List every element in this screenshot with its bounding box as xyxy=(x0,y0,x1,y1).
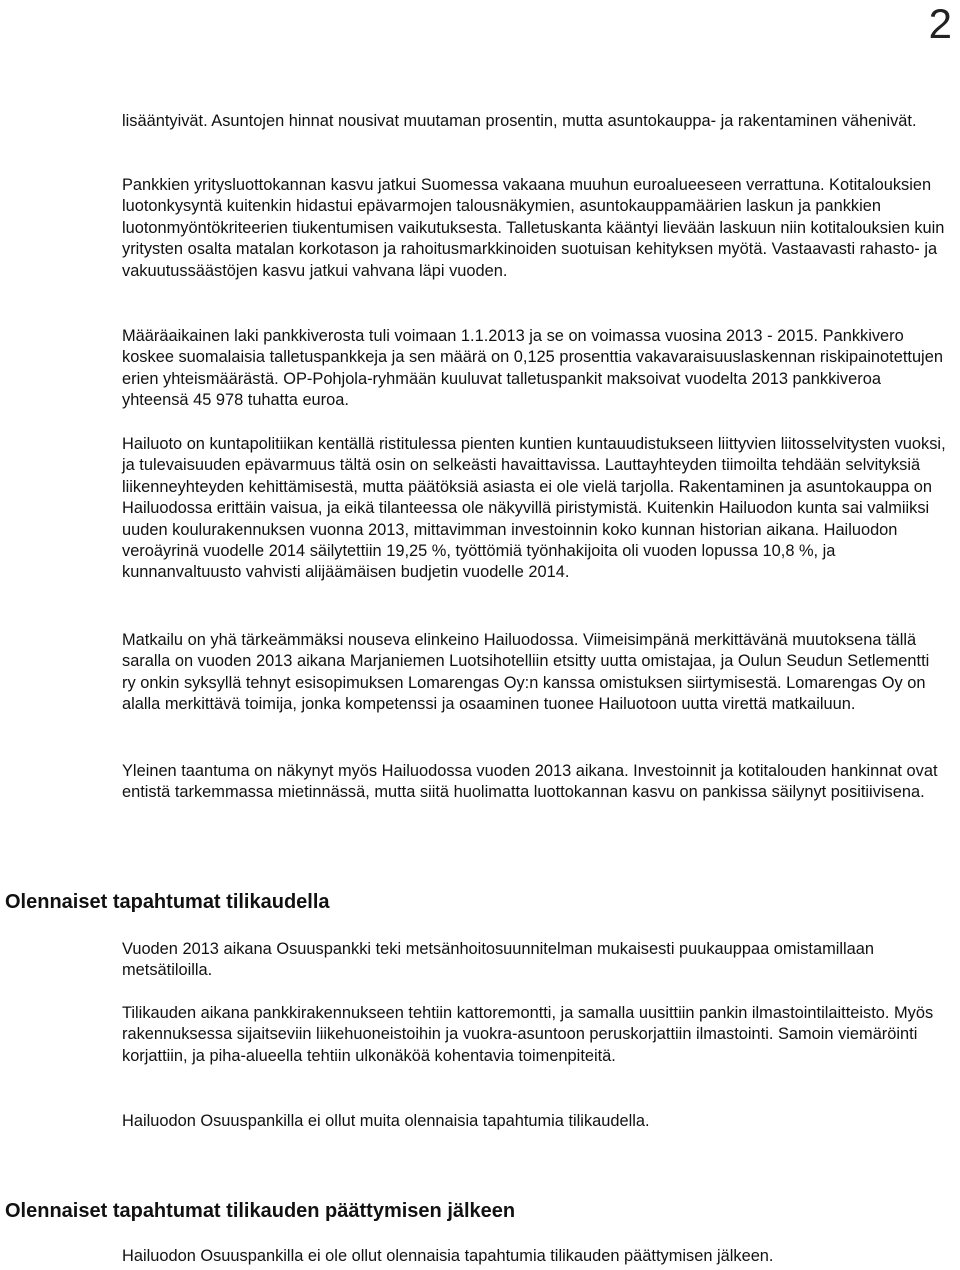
section-heading-events-after-period: Olennaiset tapahtumat tilikauden päättymisen jälkeen xyxy=(5,1200,516,1222)
paragraph-text: Yleinen taantuma on näkynyt myös Hailuodossa vuoden 2013 aikana. Investoinnit ja kotitalouden hankinnat ovat entistä tarkemmassa mietinnässä, mutta siitä huolimatta luottokannan kasvu on pankissa säilynyt positiivisena. xyxy=(122,762,938,802)
body-paragraph-4 xyxy=(122,434,947,584)
body-paragraph-3 xyxy=(122,326,947,412)
paragraph-text: Hailuodon Osuuspankilla ei ole ollut olennaisia tapahtumia tilikauden päättymisen jälkeen. xyxy=(122,1247,774,1265)
paragraph-text: Hailuoto on kuntapolitiikan kentällä ristitulessa pienten kuntien kuntauudistukseen liittyvien liitosselvitysten vuoksi, ja tulevaisuuden epävarmuus tältä osin on selkeästi havaittavissa. Lauttayhteyden tiimoilta tehdään selvityksiä liikenneyhteyden kehittämisestä, mutta päätöksiä asiasta ei ole vielä tarjolla. Rakentaminen ja asuntokauppa on Hailuodossa erittäin vaisua, ja eikä tilanteessa ole näkyvillä piristymistä. Kuitenkin Hailuodon kunta sai valmiiksi uuden koulurakennuksen vuonna 2013, mittavimman investoinnin koko kunnan historian aikana. Hailuodon veroäyrinä vuodelle 2014 säilytettiin 19,25 %, työttömiä työnhakijoita oli vuoden lopussa 10,8 %, ja kunnanvaltuusto vahvisti alijäämäisen budjetin vuodelle 2014. xyxy=(122,435,946,582)
paragraph-text: Pankkien yritysluottokannan kasvu jatkui Suomessa vakaana muuhun euroalueeseen verrattuna. Kotitalouksien luotonkysyntä kuitenkin hidastui epävarmojen talousnäkymien, asuntokauppamäärien laskun ja pankkien luotonmyöntökriteerien tiukentumisen vaikutuksesta. Talletuskanta kääntyi lievään laskuun niin kotitalouksien kuin yritysten osalta matalan korkotason ja rahoitusmarkkinoiden suotuisan kehityksen myötä. Vastaavasti rahasto- ja vakuutussäästöjen kasvu jatkui vahvana läpi vuoden. xyxy=(122,176,945,280)
paragraph-text: lisääntyivät. Asuntojen hinnat nousivat muutaman prosentin, mutta asuntokauppa- ja rakentaminen vähenivät. xyxy=(122,112,917,130)
paragraph-text: Määräaikainen laki pankkiverosta tuli voimaan 1.1.2013 ja se on voimassa vuosina 2013 - 2015. Pankkivero koskee suomalaisia talletuspankkeja ja sen määrä on 0,125 prosenttia vakavaraisuuslaskennan riskipainotettujen erien yhteismäärästä. OP-Pohjola-ryhmään kuuluvat talletuspankit maksoivat vuodelta 2013 pankkiveroa yhteensä 45 978 tuhatta euroa. xyxy=(122,327,943,410)
section2-paragraph-1 xyxy=(122,1246,947,1267)
paragraph-text: Vuoden 2013 aikana Osuuspankki teki metsänhoitosuunnitelman mukaisesti puukauppaa omistamillaan metsätiloilla. xyxy=(122,940,875,980)
paragraph-text: Tilikauden aikana pankkirakennukseen tehtiin kattoremontti, ja samalla uusittiin pankin ilmastointilaitteisto. Myös rakennuksessa sijaitseviin liikehuoneistoihin ja vuokra-asuntoon peruskorjattiin ilmastointi. Samoin viemäröinti korjattiin, ja piha-alueella tehtiin ulkonäköä kohentavia toimenpiteitä. xyxy=(122,1004,934,1065)
body-paragraph-6 xyxy=(122,761,947,804)
body-paragraph-2 xyxy=(122,175,947,282)
section1-paragraph-1 xyxy=(122,939,947,982)
section-heading-events-during-period: Olennaiset tapahtumat tilikaudella xyxy=(5,891,330,913)
paragraph-text: Matkailu on yhä tärkeämmäksi nouseva elinkeino Hailuodossa. Viimeisimpänä merkittävänä muutoksena tällä saralla on vuoden 2013 aikana Marjaniemen Luotsihotelliin etsitty uutta omistajaa, ja Oulun Seudun Setlementti ry onkin syksyllä tehnyt esisopimuksen Lomarengas Oy:n kanssa omistuksen siirtymisestä. Lomarengas Oy on alalla merkittävä toimija, jonka kompetenssi ja osaaminen tuonee Hailuotoon uutta virettä matkailuun. xyxy=(122,631,930,714)
page-number: 2 xyxy=(928,0,952,47)
body-paragraph-1 xyxy=(122,111,947,132)
section1-paragraph-2 xyxy=(122,1003,947,1067)
body-paragraph-5 xyxy=(122,630,947,716)
section1-paragraph-3 xyxy=(122,1111,947,1132)
paragraph-text: Hailuodon Osuuspankilla ei ollut muita olennaisia tapahtumia tilikaudella. xyxy=(122,1112,650,1130)
